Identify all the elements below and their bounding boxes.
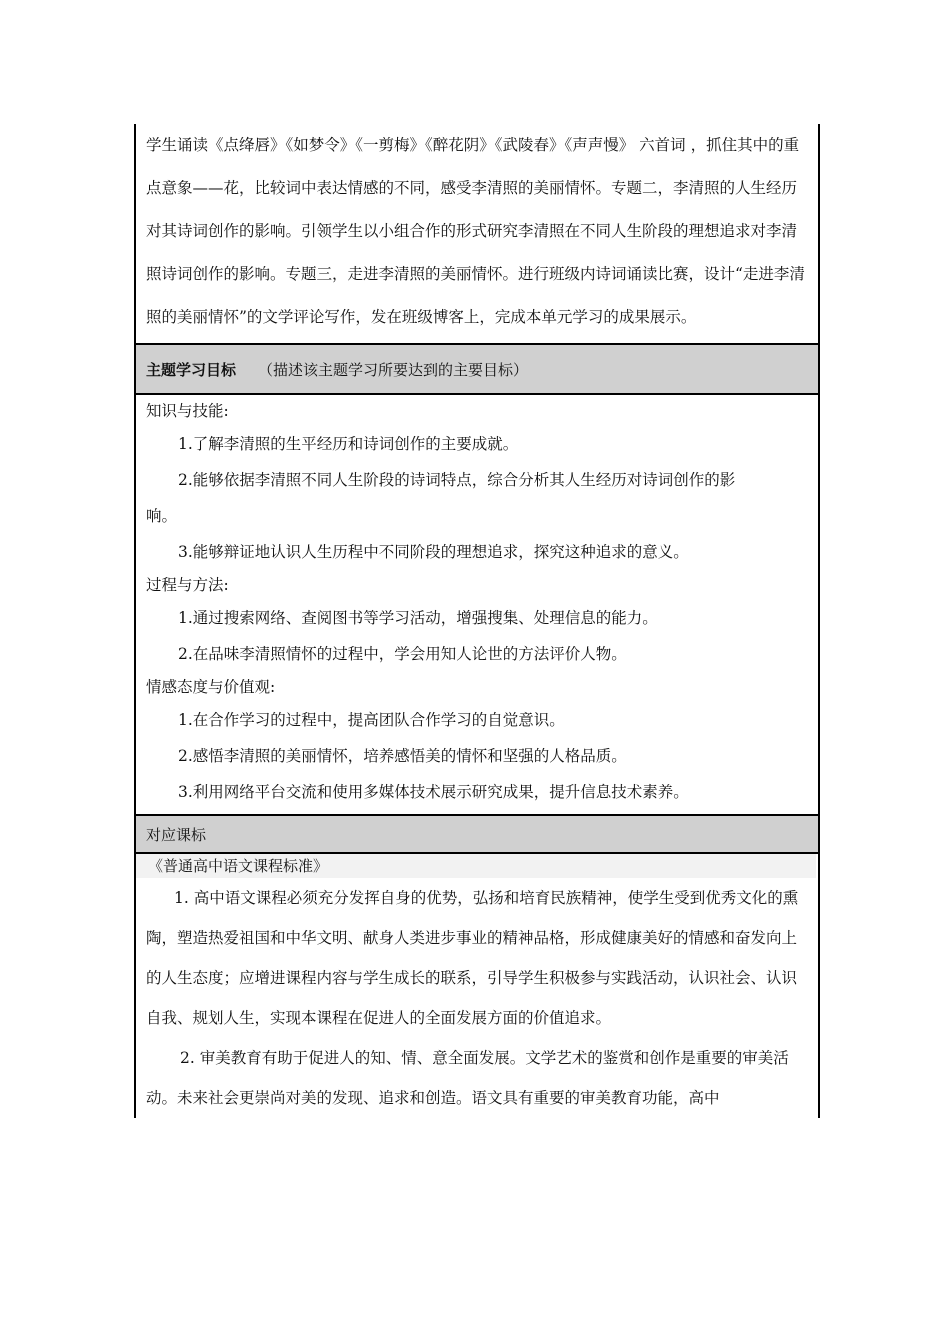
intro-cell — [136, 124, 818, 345]
goals-cell — [136, 395, 818, 816]
goals-title: 主题学习目标 — [146, 360, 237, 379]
knowledge-item-2-wrap: 响。 — [146, 507, 178, 525]
lesson-plan-table — [134, 124, 820, 1118]
process-item-2: 2.在品味李清照情怀的过程中，学会用知人论世的方法评价人物。 — [178, 645, 627, 663]
knowledge-header: 知识与技能: — [146, 402, 229, 420]
standards-paragraph-2: 2. 审美教育有助于促进人的知、情、意全面发展。文学艺术的鉴赏和创作是重要的审美活动。未来社会更崇尚对美的发现、追求和创造。语文具有重要的审美教育功能，高中 — [146, 1049, 789, 1107]
standards-title: 对应课标 — [146, 825, 207, 844]
process-item-1: 1.通过搜索网络、查阅图书等学习活动，增强搜集、处理信息的能力。 — [178, 609, 658, 627]
intro-paragraph: 学生诵读《点绛唇》《如梦令》《一剪梅》《醉花阴》《武陵春》《声声慢》 六首词 ，抓住其中的重点意象——花，比较词中表达情感的不同，感受李清照的美丽情怀。专题二，李清照的人生经历对其诗词创作的影响。引领学生以小组合作的形式研究李清照在不同人生阶段的理想追求对李清照诗词创作的影响。专题三，走进李清照的美丽情怀。进行班级内诗词诵读比赛，设计“走进李清照的美丽情怀”的文学评论写作，发在班级博客上，完成本单元学习的成果展示。 — [146, 136, 805, 326]
knowledge-item-3: 3.能够辩证地认识人生历程中不同阶段的理想追求，探究这种追求的意义。 — [178, 543, 689, 561]
standards-paragraph-1: 1. 高中语文课程必须充分发挥自身的优势，弘扬和培育民族精神，使学生受到优秀文化的熏陶，塑造热爱祖国和中华文明、献身人类进步事业的精神品格，形成健康美好的情感和奋发向上的人生态度；应增进课程内容与学生成长的联系，引导学生积极参与实践活动，认识社会、认识自我、规划人生，实现本课程在促进人的全面发展方面的价值追求。 — [146, 889, 799, 1027]
emotion-item-2: 2.感悟李清照的美丽情怀，培养感悟美的情怀和坚强的人格品质。 — [178, 747, 627, 765]
document-page — [134, 124, 820, 1118]
process-header: 过程与方法: — [146, 576, 229, 594]
emotion-item-3: 3.利用网络平台交流和使用多媒体技术展示研究成果，提升信息技术素养。 — [178, 783, 689, 801]
emotion-item-1: 1.在合作学习的过程中，提高团队合作学习的自觉意识。 — [178, 711, 565, 729]
knowledge-item-1: 1.了解李清照的生平经历和诗词创作的主要成就。 — [178, 435, 519, 453]
standards-cell — [136, 854, 818, 1118]
standards-doc-title: 《普通高中语文课程标准》 — [136, 854, 816, 878]
emotion-header: 情感态度与价值观: — [146, 678, 276, 696]
knowledge-item-2: 2.能够依据李清照不同人生阶段的诗词特点，综合分析其人生经历对诗词创作的影 — [178, 471, 736, 489]
goals-subtitle: （描述该主题学习所要达到的主要目标） — [258, 360, 529, 379]
standards-header-row — [136, 816, 818, 854]
goals-header-row — [136, 345, 818, 395]
